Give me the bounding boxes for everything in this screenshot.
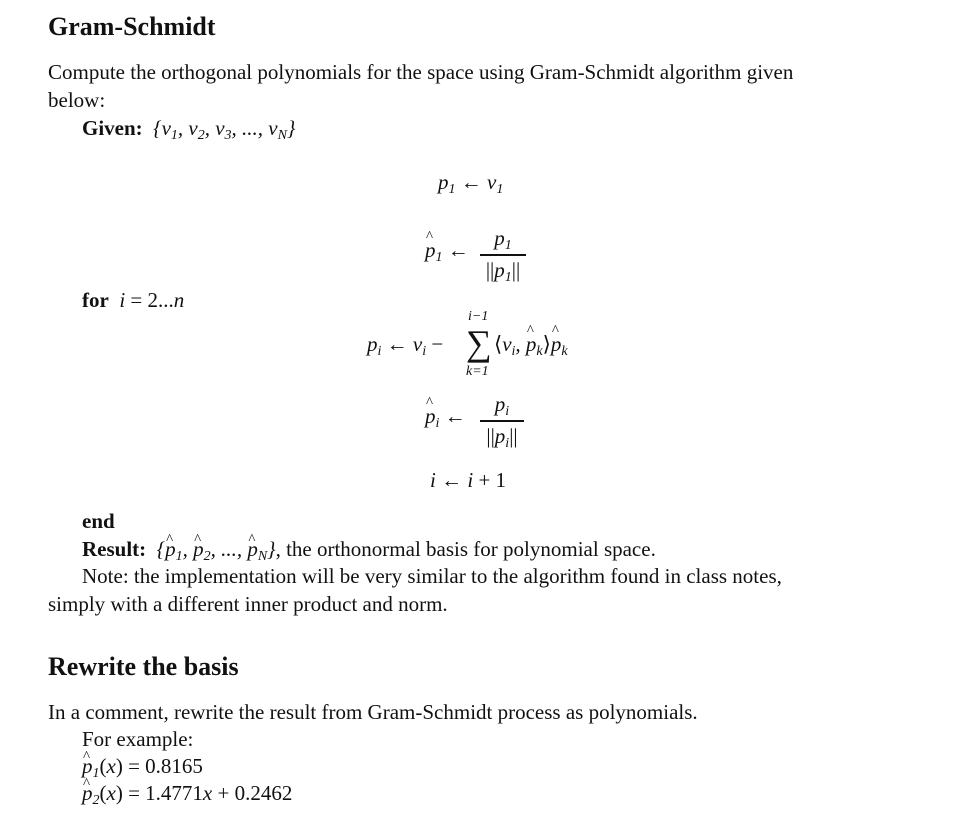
- loop-end-keyword: end: [82, 509, 115, 533]
- sum-lower-limit: k=1: [466, 364, 489, 379]
- note-line1: Note: the implementation will be very similar to the algorithm found in class notes,: [82, 564, 782, 588]
- algorithm-step-3-lhs: $p_i$ ← $v_i$ −: [367, 332, 444, 359]
- loop-header: [82, 286, 184, 314]
- result-text: , the orthonormal basis for polynomial space.: [275, 537, 656, 561]
- intro-text-line2: below:: [48, 88, 106, 112]
- example-polynomial-1: ^ $p_1(x) = 0.8165$: [82, 752, 203, 780]
- result-set: {^ $p_1$, ^ $p_2$, ..., ^ $p_N$}: [151, 537, 275, 561]
- summation-symbol: ∑: [466, 323, 492, 363]
- given-line: [82, 114, 295, 142]
- sum-upper-limit: i−1: [468, 309, 489, 324]
- given-set: {$v_1$, $v_2$, $v_3$, ..., $v_N$}: [147, 116, 296, 143]
- result-label: Result:: [82, 537, 147, 561]
- loop-for-keyword: for: [82, 288, 109, 312]
- given-label: Given:: [82, 116, 143, 140]
- loop-range: i = 2...n: [114, 288, 185, 312]
- section-title-rewrite-basis: Rewrite the basis: [48, 652, 239, 681]
- rewrite-intro: In a comment, rewrite the result from Gram-Schmidt process as polynomials.: [48, 700, 698, 724]
- example-label: For example:: [82, 727, 194, 751]
- algorithm-step-1: $p_1$ ← $v_1$: [438, 170, 504, 197]
- algorithm-step-3-rhs: $⟨v_i$, ^ $p_k⟩\^{}$ $p_k$: [494, 332, 568, 357]
- intro-text-line1: Compute the orthogonal polynomials for the space using Gram-Schmidt algorithm given: [48, 60, 794, 84]
- algorithm-step-4-fraction: $p_i$ $||p_i||$: [480, 392, 524, 449]
- example-polynomial-2: ^ $p_2(x) = 1.4771x + 0.2462$: [82, 779, 292, 807]
- algorithm-step-2-fraction: $p_1$ $||p_1||$: [480, 226, 526, 283]
- algorithm-step-2-lhs: ^ $p_1$ ←: [425, 238, 469, 263]
- note-line2: simply with a different inner product and norm.: [48, 592, 448, 616]
- result-line: [82, 535, 656, 563]
- algorithm-step-5: i ← i + 1: [430, 468, 507, 492]
- algorithm-step-4-lhs: ^ $p_i$ ←: [425, 404, 466, 429]
- section-title-gram-schmidt: Gram-Schmidt: [48, 12, 216, 41]
